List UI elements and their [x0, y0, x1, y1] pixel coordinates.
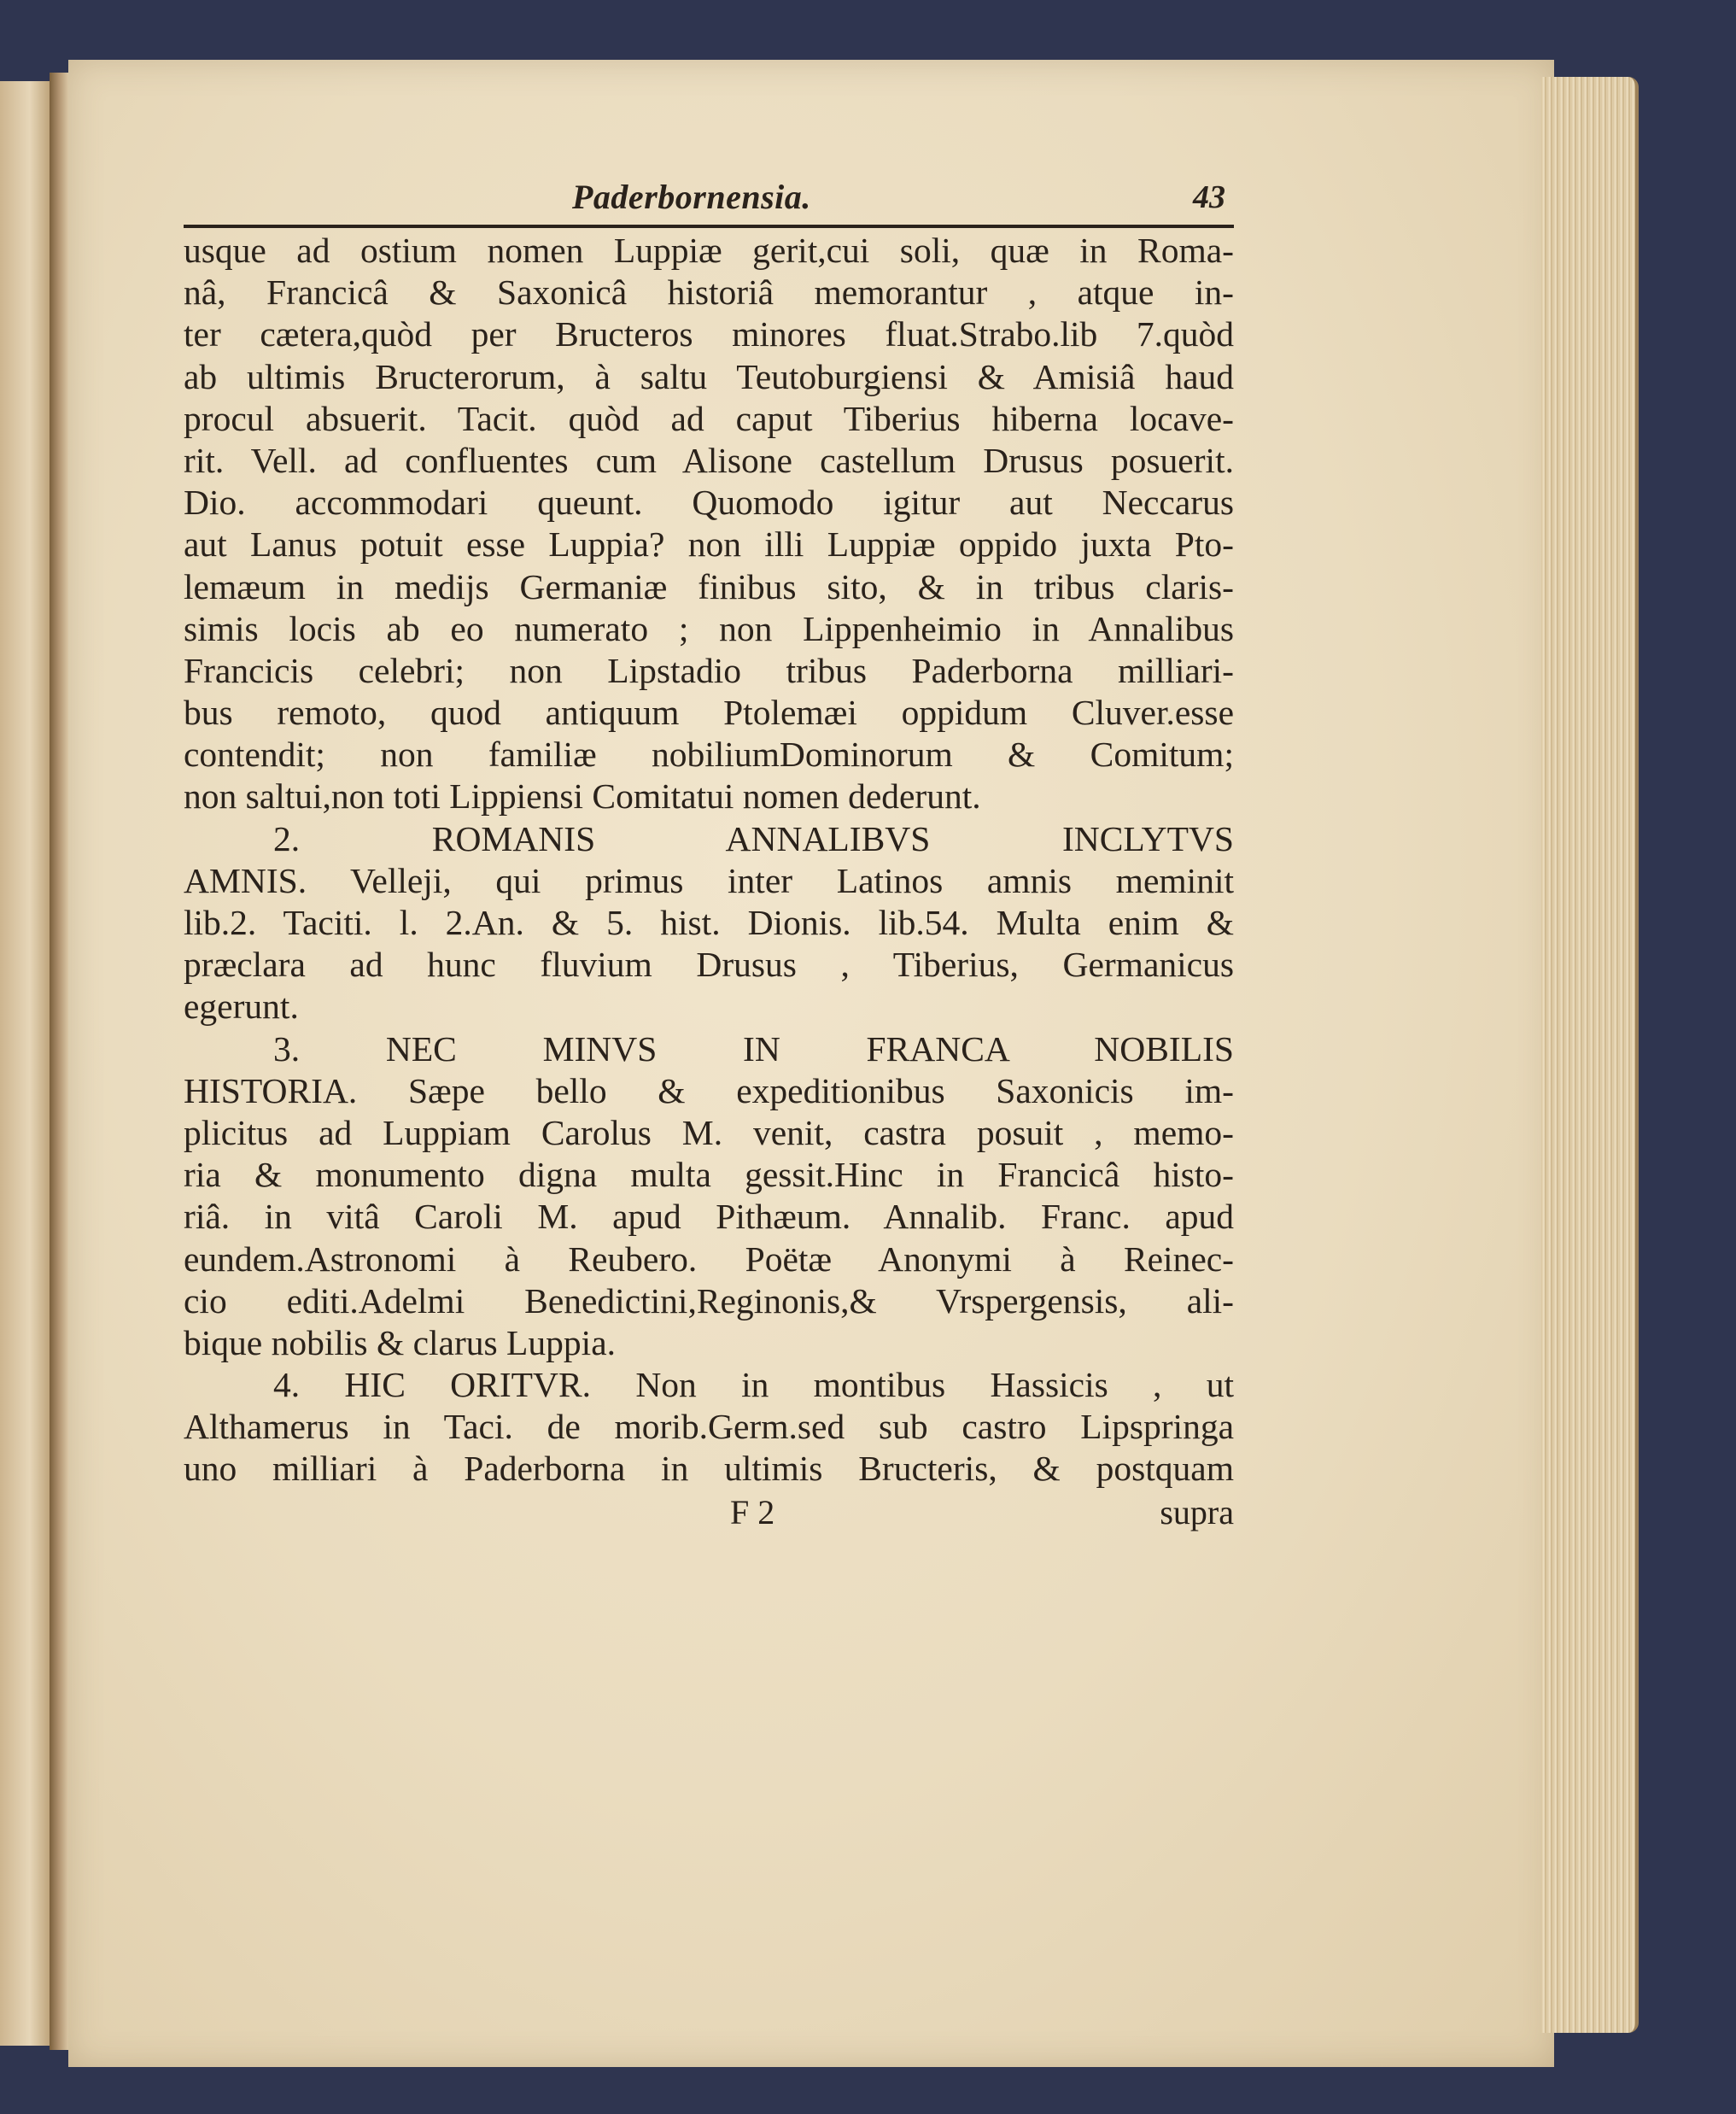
page-header — [184, 175, 1234, 228]
section-heading-line: 2. ROMANIS ANNALIBVS INCLYTVS — [273, 818, 1234, 858]
text-line: contendit; non familiæ nobiliumDominorum & Comitum; — [184, 735, 1234, 775]
text-line: ab ultimis Bructerorum, à saltu Teutoburgiensi & Amisiâ haud — [184, 356, 1234, 396]
text-block — [184, 175, 1234, 1537]
signature-mark: F 2 — [730, 1492, 775, 1531]
text-line: Althamerus in Taci. de morib.Germ.sed sub castro Lipspringa — [184, 1407, 1234, 1447]
text-line: non saltui,non toti Lippiensi Comitatui nomen dederunt. — [184, 776, 981, 817]
page-number: 43 — [1193, 179, 1225, 215]
text-line: ria & monumento digna multa gessit.Hinc in Francicâ histo- — [184, 1155, 1234, 1195]
text-line: lemæum in medijs Germaniæ finibus sito, & in tribus claris- — [184, 566, 1234, 606]
text-line: eundem.Astronomi à Reubero. Poëtæ Anonymi à Reinec- — [184, 1239, 1234, 1279]
text-line: Francicis celebri; non Lipstadio tribus Paderborna milliari- — [184, 650, 1234, 690]
page-fore-edge — [1541, 77, 1639, 2033]
text-line: simis locis ab eo numerato ; non Lippenheimio in Annalibus — [184, 608, 1234, 648]
text-line: lib.2. Taciti. l. 2.An. & 5. hist. Dionis. lib.54. Multa enim & — [184, 903, 1234, 942]
text-line: egerunt. — [184, 987, 299, 1027]
text-line: uno milliari à Paderborna in ultimis Bructeris, & postquam — [184, 1449, 1234, 1489]
text-line: præclara ad hunc fluvium Drusus , Tiberius, Germanicus — [184, 945, 1234, 985]
text-line: ter cætera,quòd per Bructeros minores fluat.Strabo.lib 7.quòd — [184, 314, 1234, 354]
catchword: supra — [1160, 1492, 1234, 1531]
text-line: bus remoto, quod antiquum Ptolemæi oppidum Cluver.esse — [184, 693, 1234, 733]
text-line: plicitus ad Luppiam Carolus M. venit, castra posuit , memo- — [184, 1112, 1234, 1152]
book-gutter — [50, 73, 68, 2050]
text-line: cio editi.Adelmi Benedictini,Reginonis,& Vrspergensis, ali- — [184, 1280, 1234, 1321]
facing-page-edge — [0, 81, 52, 2046]
text-line: rit. Vell. ad confluentes cum Alisone castellum Drusus posuerit. — [184, 440, 1234, 480]
section-heading-line: 4. HIC ORITVR. Non in montibus Hassicis , ut — [273, 1365, 1234, 1405]
text-line: riâ. in vitâ Caroli M. apud Pithæum. Annalib. Franc. apud — [184, 1197, 1234, 1237]
text-line: aut Lanus potuit esse Luppia? non illi Luppiæ oppido juxta Pto- — [184, 524, 1234, 565]
text-line: HISTORIA. Sæpe bello & expeditionibus Saxonicis im- — [184, 1070, 1234, 1110]
page-footer — [184, 1492, 1234, 1537]
text-line: AMNIS. Velleji, qui primus inter Latinos amnis meminit — [184, 860, 1234, 900]
text-line: procul absuerit. Tacit. quòd ad caput Tiberius hiberna locave- — [184, 398, 1234, 438]
running-head: Paderbornensia. — [572, 178, 811, 216]
text-line: bique nobilis & clarus Luppia. — [184, 1322, 616, 1362]
text-line: nâ, Francicâ & Saxonicâ historiâ memorantur , atque in- — [184, 272, 1234, 313]
section-heading-line: 3. NEC MINVS IN FRANCA NOBILIS — [273, 1028, 1234, 1069]
text-line: usque ad ostium nomen Luppiæ gerit,cui soli, quæ in Roma- — [184, 231, 1234, 270]
text-line: Dio. accommodari queunt. Quomodo igitur aut Neccarus — [184, 483, 1234, 523]
body-text — [184, 230, 1234, 1490]
